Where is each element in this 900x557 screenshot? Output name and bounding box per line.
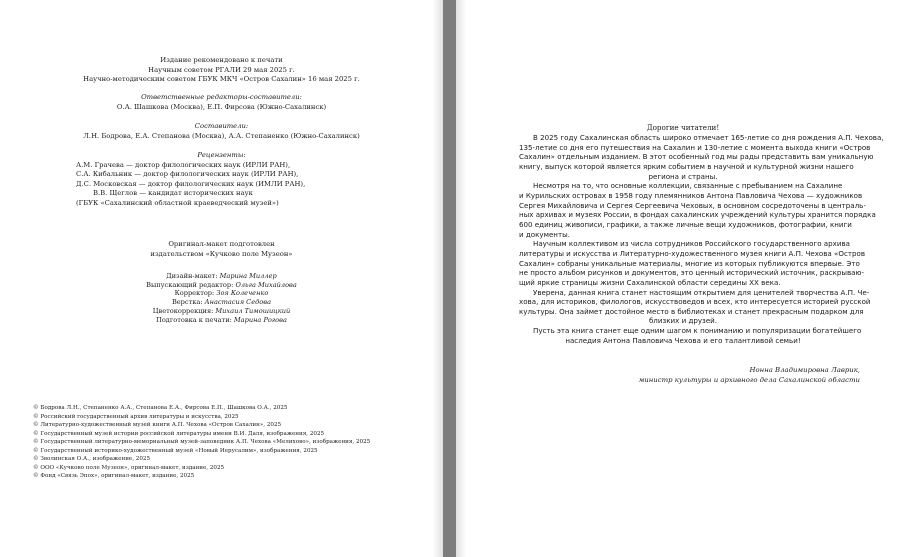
paragraph-line: Несмотря на то, что основные коллекции, связанные с пребыванием на Сахалине: [533, 181, 843, 191]
paragraph-line: Научным коллективом из числа сотрудников Российского государственного архива: [533, 239, 850, 249]
credit-name: Ольга Михайлова: [235, 280, 297, 289]
paragraph-line: не просто альбом рисунков и документов, это ценный исторический источник, раскрываю-: [519, 268, 865, 278]
credit-name: Михаил Тимошицкий: [215, 306, 291, 315]
credit-role: Корректор:: [174, 289, 217, 298]
signature-name: Нонна Владимировна Лаврик,: [749, 366, 860, 374]
credit-role: Цветокоррекция:: [152, 306, 216, 315]
left-page: [0, 0, 443, 557]
reviewer-line: С.А. Кибальник — доктор филологических наук (ИРЛИ РАН),: [76, 170, 299, 179]
credit-name: Анастасия Седова: [204, 298, 272, 307]
responsible-editors-names: О.А. Шашкова (Москва), Е.П. Фирсова (Южно-Сахалинск): [116, 102, 327, 111]
copyright-line: © Литературно-художественный музей книги А.П. Чехова «Остров Сахалин», 2025: [33, 422, 282, 428]
paragraph-line: 135-летие со дня его путешествия на Сахалин и 130-летие с момента выхода книги «Остров: [519, 142, 871, 152]
recommend-line: Научным советом РГАЛИ 29 мая 2025 г.: [148, 65, 295, 74]
copyright-line: © Государственный музей истории российской литературы имени В.И. Даля, изображения, 2025: [33, 430, 325, 437]
paragraph-line: хова, для историков, филологов, искусствоведов и всех, кто интересуется историей русской: [519, 297, 871, 307]
credits-block: [0, 272, 443, 324]
credit-role: Верстка:: [171, 298, 205, 307]
paragraph-line: Пусть эта книга станет еще одним шагом к пониманию и популяризации богатейшего: [533, 326, 862, 336]
reviewer-line: (ГБУК «Сахалинский областной краеведческий музей»): [76, 198, 279, 207]
paragraph-line: и документы.: [519, 229, 570, 239]
reviewer-line: В.В. Щеглов — кандидат исторических наук: [93, 189, 253, 198]
reviewers-block: [0, 151, 443, 209]
paragraph-line: В 2025 году Сахалинская область широко отмечает 165-летие со дня рождения А.П. Чехова,: [533, 133, 884, 142]
recommend-line: Научно-методическим советом ГБУК МКЧ «Остров Сахалин» 16 мая 2025 г.: [83, 75, 360, 84]
compilers-title: Составители:: [194, 122, 249, 130]
layout-line: Оригинал-макет подготовлен: [168, 240, 275, 248]
reviewers-title: Рецензенты:: [197, 151, 246, 159]
reviewers-list: [76, 161, 376, 209]
paragraph-line: близких и друзей.: [648, 316, 718, 326]
paragraph-line: Сахалин» отдельным изданием. В этот особенный год мы рады представить вам уникальную: [519, 152, 874, 162]
copyright-line: © ООО «Кучково поле Музеон», оригинал-макет, издание, 2025: [33, 464, 225, 471]
letter-paragraph: [519, 287, 871, 327]
reviewer-line: А.М. Грачева — доктор филологических наук (ИРЛИ РАН),: [76, 160, 291, 169]
page-gutter-shadow: [456, 0, 466, 557]
credit-role: Выпускающий редактор:: [146, 280, 236, 289]
paragraph-line: щий яркие страницы жизни Сахалинской области середины XX века.: [519, 277, 781, 287]
copyright-line: © Государственный историко-художественный музей «Новый Иерусалим», изображения, 2025: [33, 447, 318, 454]
copyright-block: [33, 404, 370, 481]
copyright-line: © Государственный литературно-мемориальный музей-заповедник А.П. Чехова «Мелихово», изображения, 2025: [33, 439, 371, 445]
foreword-letter: [519, 123, 884, 345]
credit-line: [0, 289, 443, 298]
credit-name: Зоя Колеченко: [216, 289, 269, 298]
compilers-block: [0, 122, 443, 141]
credit-line: [0, 272, 443, 281]
responsible-editors-block: [0, 93, 443, 112]
layout-line: издательством «Кучково поле Музеон»: [150, 249, 293, 258]
copyright-line: © Бодрова Л.Н., Степаненко А.А., Степанова Е.А., Фирсова Е.П., Шашкова О.А., 2025: [33, 405, 288, 411]
letter-paragraph: [519, 181, 876, 239]
layout-prepared-block: [0, 240, 443, 259]
paragraph-line: 600 единиц живописи, графики, а также личные вещи художников, фотографии, книги: [519, 219, 852, 229]
credit-line: [0, 298, 443, 307]
signature-title: министр культуры и архивного дела Сахалинской области: [638, 376, 860, 384]
paragraph-line: книгу, выпуск которой является ярким событием в научной и культурной жизни нашего: [519, 161, 854, 171]
paragraph-line: ных архивах и музеях России, в фондах сахалинских учреждений культуры хранится порядка: [519, 210, 876, 220]
copyright-line: © Российский государственный архив литературы и искусства, 2025: [33, 413, 239, 420]
letter-paragraph: [519, 326, 862, 345]
paragraph-line: региона и страны.: [648, 171, 718, 181]
paragraph-line: Сахалин» собраны уникальные материалы, многие из которых публикуются впервые. Это: [519, 258, 860, 268]
paragraph-line: культуры. Она займет достойное место в библиотеках и станет прекрасным подарком для: [519, 306, 864, 316]
greeting-heading: Дорогие читатели!: [646, 123, 720, 132]
signature-block: [639, 365, 860, 385]
paragraph-line: Сергея Михайловича и Сергея Сергеевича Чеховых, в основном сосредоточены в централь-: [519, 200, 866, 210]
credit-line: [0, 281, 443, 290]
paragraph-line: литературы и искусства и Литературно-художественного музея книги А.П. Чехова «Остров: [519, 248, 866, 258]
right-page: [456, 0, 900, 557]
credit-line: [0, 307, 443, 316]
paragraph-line: Уверена, данная книга станет настоящим открытием для ценителей творчества А.П. Че-: [533, 287, 870, 297]
credit-role: Дизайн-макет:: [166, 272, 220, 280]
copyright-line: © Зволинская О.А., изображение, 2025: [33, 456, 151, 462]
letter-paragraph: [519, 239, 866, 287]
recommendation-block: [0, 56, 443, 85]
credit-role: Подготовка к печати:: [156, 315, 234, 324]
letter-paragraph: [519, 133, 884, 181]
reviewer-line: Д.С. Московская — доктор филологических наук (ИМЛИ РАН),: [76, 179, 306, 188]
paragraph-line: и Курильских островах в 1958 году племянников Антона Павловича Чехова — художников: [519, 190, 863, 200]
credit-name: Марина Миллер: [219, 272, 277, 280]
paragraph-line: наследия Антона Павловича Чехова и его талантливой семьи!: [565, 335, 801, 345]
responsible-editors-title: Ответственные редакторы-составители:: [141, 93, 302, 101]
credit-name: Марина Рогова: [233, 315, 287, 324]
recommend-line: Издание рекомендовано к печати: [160, 56, 283, 64]
compilers-names: Л.Н. Бодрова, Е.А. Степанова (Москва), А.А. Степаненко (Южно-Сахалинск): [83, 131, 360, 140]
credit-line: [0, 316, 443, 325]
copyright-line: © Фонд «Связь Эпох», оригинал-макет, издание, 2025: [33, 473, 195, 479]
